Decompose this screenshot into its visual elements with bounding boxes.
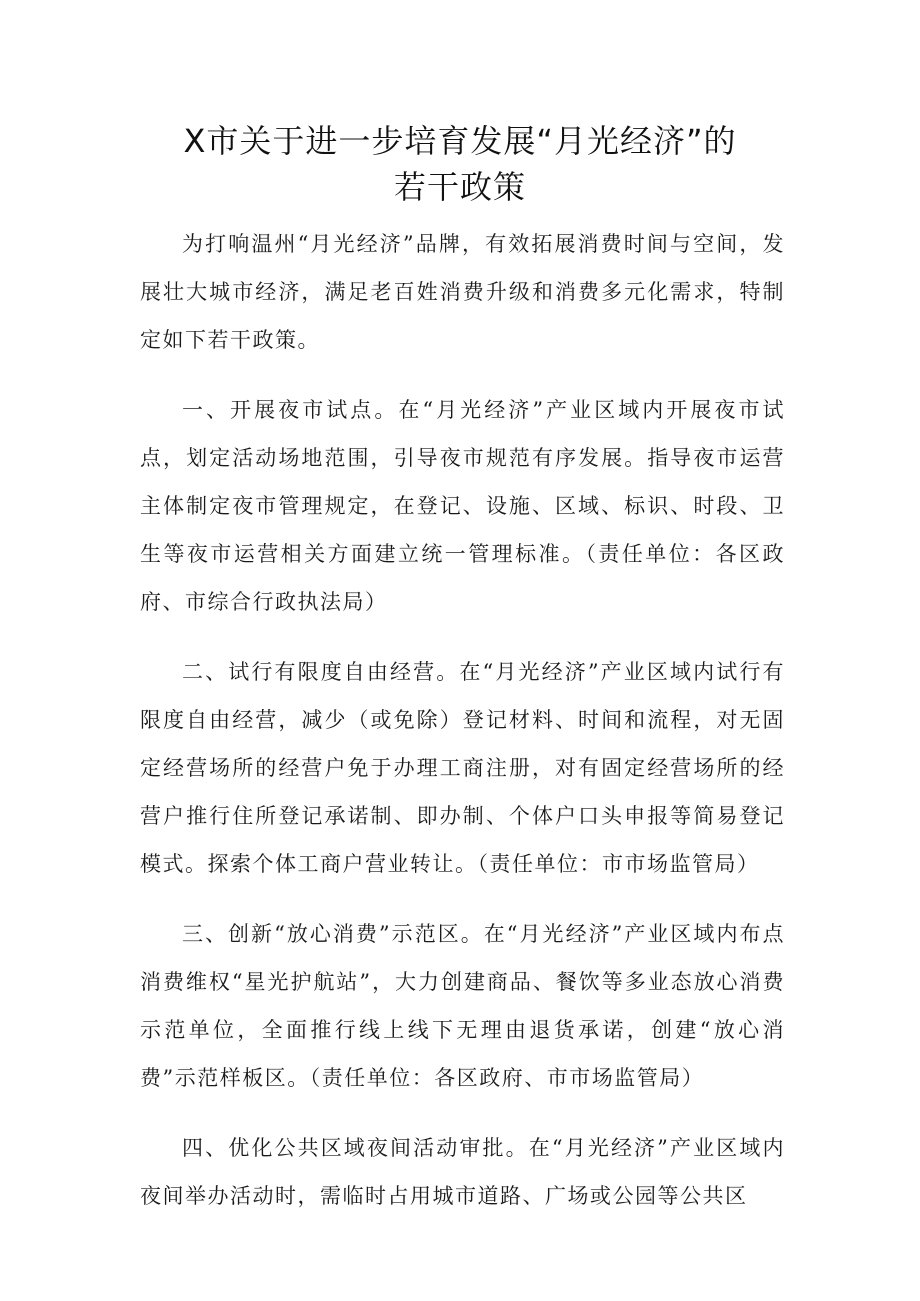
title-line-1: X市关于进一步培育发展“月光经济”的: [183, 122, 737, 160]
document-title: [120, 118, 800, 210]
paragraph-policy-4: 四、优化公共区域夜间活动审批。在“月光经济”产业区域内夜间举办活动时，需临时占用城市道路、广场或公园等公共区: [140, 1136, 785, 1208]
document-body: [140, 220, 785, 1242]
paragraph-policy-3: 三、创新“放心消费”示范区。在“月光经济”产业区域内布点消费维权“星光护航站”，大力创建商品、餐饮等多业态放心消费示范单位，全面推行线上线下无理由退货承诺，创建“放心消费”示范样板区。（责任单位：各区政府、市市场监管局）: [140, 922, 785, 1090]
paragraph-intro: 为打响温州“月光经济”品牌，有效拓展消费时间与空间，发展壮大城市经济，满足老百姓消费升级和消费多元化需求，特制定如下若干政策。: [140, 232, 785, 352]
paragraph-policy-1: 一、开展夜市试点。在“月光经济”产业区域内开展夜市试点，划定活动场地范围，引导夜市规范有序发展。指导夜市运营主体制定夜市管理规定，在登记、设施、区域、标识、时段、卫生等夜市运营相关方面建立统一管理标准。（责任单位：各区政府、市综合行政执法局）: [140, 398, 785, 614]
paragraph-policy-2: 二、试行有限度自由经营。在“月光经济”产业区域内试行有限度自由经营，减少（或免除）登记材料、时间和流程，对无固定经营场所的经营户免于办理工商注册，对有固定经营场所的经营户推行住所登记承诺制、即办制、个体户口头申报等简易登记模式。探索个体工商户营业转让。（责任单位：市市场监管局）: [140, 660, 785, 876]
title-line-2: 若干政策: [393, 168, 526, 206]
